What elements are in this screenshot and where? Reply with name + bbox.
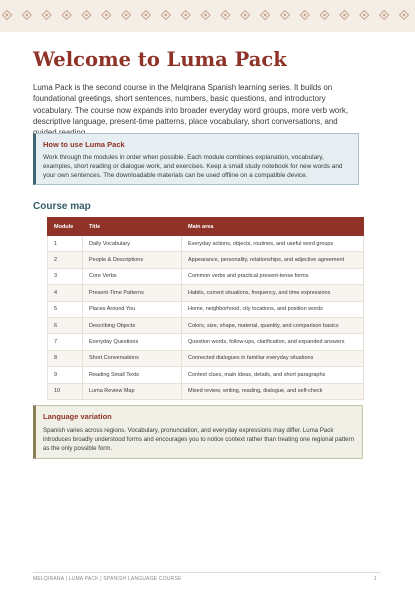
module-main-area: Appearance, personality, relationships, and adjective agreement [182, 252, 364, 268]
border-motif-row [0, 8, 415, 22]
language-variation-body: Spanish varies across regions. Vocabulary, pronunciation, and everyday expressions may differ. Luma Pack introduces broadly understood forms and encourages you to notice context rather than treating one regional pattern as the only possible form. [43, 427, 354, 452]
diamond-motif-icon [42, 11, 51, 20]
page-number: 1 [374, 576, 377, 582]
module-number: 7 [48, 334, 83, 350]
module-title: Daily Vocabulary [83, 236, 182, 252]
module-main-area: Connected dialogues in familiar everyday situations [182, 350, 364, 366]
module-title: Describing Objects [83, 317, 182, 333]
module-number: 3 [48, 268, 83, 284]
module-title: People & Descriptions [83, 252, 182, 268]
diamond-motif-icon [181, 11, 190, 20]
language-variation-box [33, 405, 363, 459]
column-header-main-area: Main area [182, 218, 364, 236]
diamond-motif-icon [221, 11, 230, 20]
module-title: Reading Small Texts [83, 367, 182, 383]
module-main-area: Context clues, main ideas, details, and short paragraphs [182, 367, 364, 383]
table-row [48, 285, 364, 301]
diamond-motif-icon [161, 11, 170, 20]
module-title: Core Verbs [83, 268, 182, 284]
diamond-motif-icon [340, 11, 349, 20]
diamond-motif-icon [261, 11, 270, 20]
diamond-motif-icon [3, 11, 12, 20]
module-number: 2 [48, 252, 83, 268]
module-main-area: Home, neighborhood, city locations, and position words [182, 301, 364, 317]
module-title: Luma Review Map [83, 383, 182, 399]
footer-label: MELQIRANA | LUMA PACK | SPANISH LANGUAGE COURSE [33, 576, 182, 582]
page-title: Welcome to Luma Pack [33, 48, 287, 71]
module-number: 8 [48, 350, 83, 366]
module-number: 4 [48, 285, 83, 301]
table-row [48, 334, 364, 350]
language-variation-heading: Language variation [43, 412, 112, 421]
column-header-title: Title [83, 218, 182, 236]
diamond-motif-icon [320, 11, 329, 20]
table-row [48, 367, 364, 383]
callout-heading: How to use Luma Pack [43, 140, 125, 149]
diamond-motif-icon [141, 11, 150, 20]
table-row [48, 383, 364, 399]
diamond-motif-icon [102, 11, 111, 20]
module-main-area: Habits, current situations, frequency, and time expressions [182, 285, 364, 301]
module-number: 6 [48, 317, 83, 333]
diamond-motif-icon [400, 11, 409, 20]
diamond-motif-icon [122, 11, 131, 20]
module-title: Everyday Questions [83, 334, 182, 350]
diamond-motif-icon [62, 11, 71, 20]
module-number: 1 [48, 236, 83, 252]
module-title: Present-Time Patterns [83, 285, 182, 301]
table-row [48, 236, 364, 252]
decorative-top-border [0, 0, 415, 32]
column-header-module: Module [48, 218, 83, 236]
table-row [48, 317, 364, 333]
diamond-motif-icon [380, 11, 389, 20]
how-to-use-callout [33, 133, 359, 185]
table-row [48, 268, 364, 284]
module-main-area: Everyday actions, objects, routines, and useful word groups [182, 236, 364, 252]
diamond-motif-icon [300, 11, 309, 20]
module-title: Short Conversations [83, 350, 182, 366]
table-row [48, 301, 364, 317]
module-number: 10 [48, 383, 83, 399]
module-number: 9 [48, 367, 83, 383]
table-row [48, 350, 364, 366]
diamond-motif-icon [201, 11, 210, 20]
intro-paragraph: Luma Pack is the second course in the Melqirana Spanish learning series. It builds on foundational greetings, short sentences, numbers, basic questions, and introductory vocabulary. The course now expands into broader everyday word groups, more verb work, descriptive language, present-time patterns, place vocabulary, short conversations, and [33, 83, 349, 126]
diamond-motif-icon [241, 11, 250, 20]
diamond-motif-icon [360, 11, 369, 20]
table-row [48, 252, 364, 268]
course-map-heading: Course map [33, 201, 91, 212]
module-main-area: Question words, follow-ups, clarification, and expanded answers [182, 334, 364, 350]
module-main-area: Common verbs and practical present-tense forms [182, 268, 364, 284]
diamond-motif-icon [82, 11, 91, 20]
course-map-table [47, 217, 364, 400]
footer-divider [33, 572, 381, 573]
module-number: 5 [48, 301, 83, 317]
diamond-motif-icon [280, 11, 289, 20]
diamond-motif-icon [22, 11, 31, 20]
module-main-area: Mixed review, writing, reading, dialogue, and self-check [182, 383, 364, 399]
module-title: Places Around You [83, 301, 182, 317]
module-main-area: Colors, size, shape, material, quantity, and comparison basics [182, 317, 364, 333]
callout-body: Work through the modules in order when possible. Each module combines explanation, vocabulary, examples, short reading or dialogue work, and exercises. Keep a small study notebook for new words and your own sentences. The downloadable materials can be used offline on a compatible device. [43, 154, 343, 179]
table-header-row [48, 218, 364, 236]
